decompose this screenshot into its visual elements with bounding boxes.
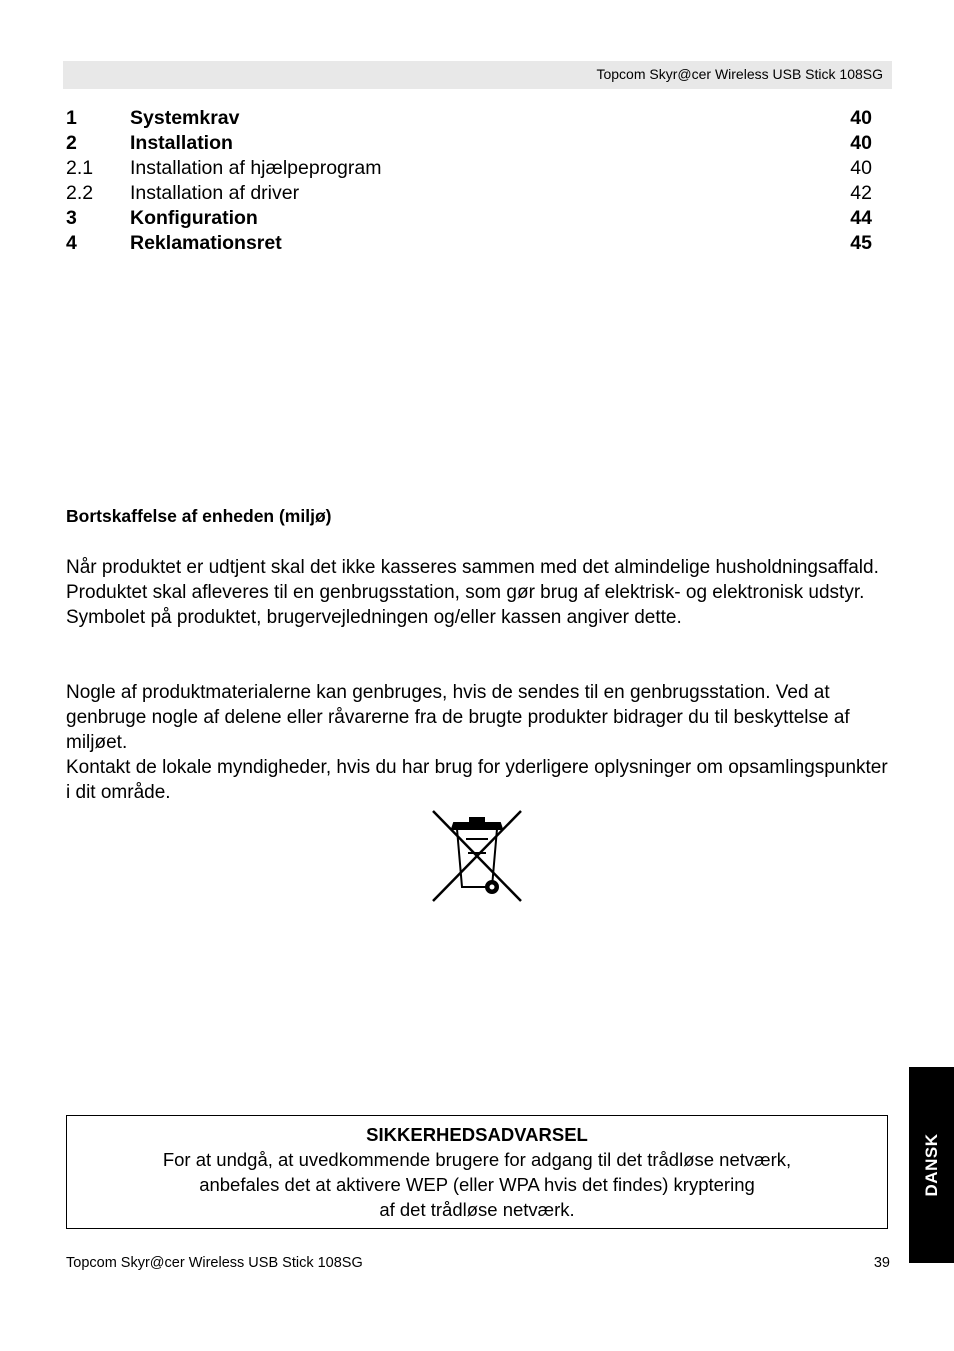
- toc-row[interactable]: [66, 181, 872, 206]
- toc-row[interactable]: [66, 206, 872, 231]
- footer-title: Topcom Skyr@cer Wireless USB Stick 108SG: [66, 1255, 363, 1271]
- disposal-paragraph-3: Kontakt de lokale myndigheder, hvis du har brug for yderligere oplysninger om opsamlingspunkter i dit område.: [66, 757, 888, 803]
- disposal-paragraph-2: Nogle af produktmaterialerne kan genbruges, hvis de sendes til en genbrugsstation. Ved at genbruge nogle af delene eller råvarerne fra de brugte produkter bidrager du til beskyttelse af miljøet.: [66, 682, 850, 753]
- toc-title: Reklamationsret: [130, 232, 282, 254]
- warning-line: For at undgå, at uvedkommende brugere for adgang til det trådløse netværk,: [162, 1149, 792, 1170]
- toc-title: Installation af driver: [130, 182, 300, 204]
- warning-title: SIKKERHEDSADVARSEL: [366, 1124, 588, 1145]
- language-tab-label: DANSK: [921, 1133, 941, 1197]
- disposal-heading: Bortskaffelse af enheden (miljø): [66, 506, 332, 526]
- warning-line: af det trådløse netværk.: [379, 1199, 575, 1220]
- toc-number: 3: [66, 207, 77, 229]
- toc-page: 40: [850, 157, 872, 179]
- toc-page: 40: [850, 107, 872, 129]
- toc-page: 45: [850, 232, 872, 254]
- warning-line: anbefales det at aktivere WEP (eller WPA hvis det findes) kryptering: [199, 1174, 755, 1195]
- toc-number: 4: [66, 232, 77, 254]
- toc-page: 44: [850, 207, 872, 229]
- toc-number: 2.1: [66, 157, 94, 179]
- toc-title: Systemkrav: [130, 107, 240, 129]
- toc-number: 2: [66, 132, 77, 154]
- toc-row[interactable]: [66, 156, 872, 181]
- toc-title: Installation af hjælpeprogram: [130, 157, 382, 179]
- disposal-paragraph-1: Når produktet er udtjent skal det ikke kasseres sammen med det almindelige husholdningsaffald. Produktet skal afleveres til en genbrugsstation, som gør brug af elektrisk- og elektronisk udstyr. Symbolet på produktet, brugervejledningen og/eller kassen angiver dette.: [66, 557, 879, 628]
- toc-title: Konfiguration: [130, 207, 258, 229]
- toc-row[interactable]: [66, 106, 872, 131]
- toc-title: Installation: [130, 132, 233, 154]
- language-tab[interactable]: [909, 1067, 954, 1263]
- toc-page: 42: [850, 182, 872, 204]
- header-title: Topcom Skyr@cer Wireless USB Stick 108SG: [596, 66, 883, 82]
- safety-warning-box: [66, 1115, 888, 1229]
- toc-page: 40: [850, 132, 872, 154]
- toc-number: 1: [66, 107, 77, 129]
- page-header: [63, 61, 892, 89]
- toc-number: 2.2: [66, 182, 94, 204]
- table-of-contents: [66, 106, 872, 256]
- page-number: 39: [873, 1255, 890, 1271]
- toc-row[interactable]: [66, 231, 872, 256]
- crossed-out-wheelie-bin-icon: [430, 809, 524, 905]
- toc-row[interactable]: [66, 131, 872, 156]
